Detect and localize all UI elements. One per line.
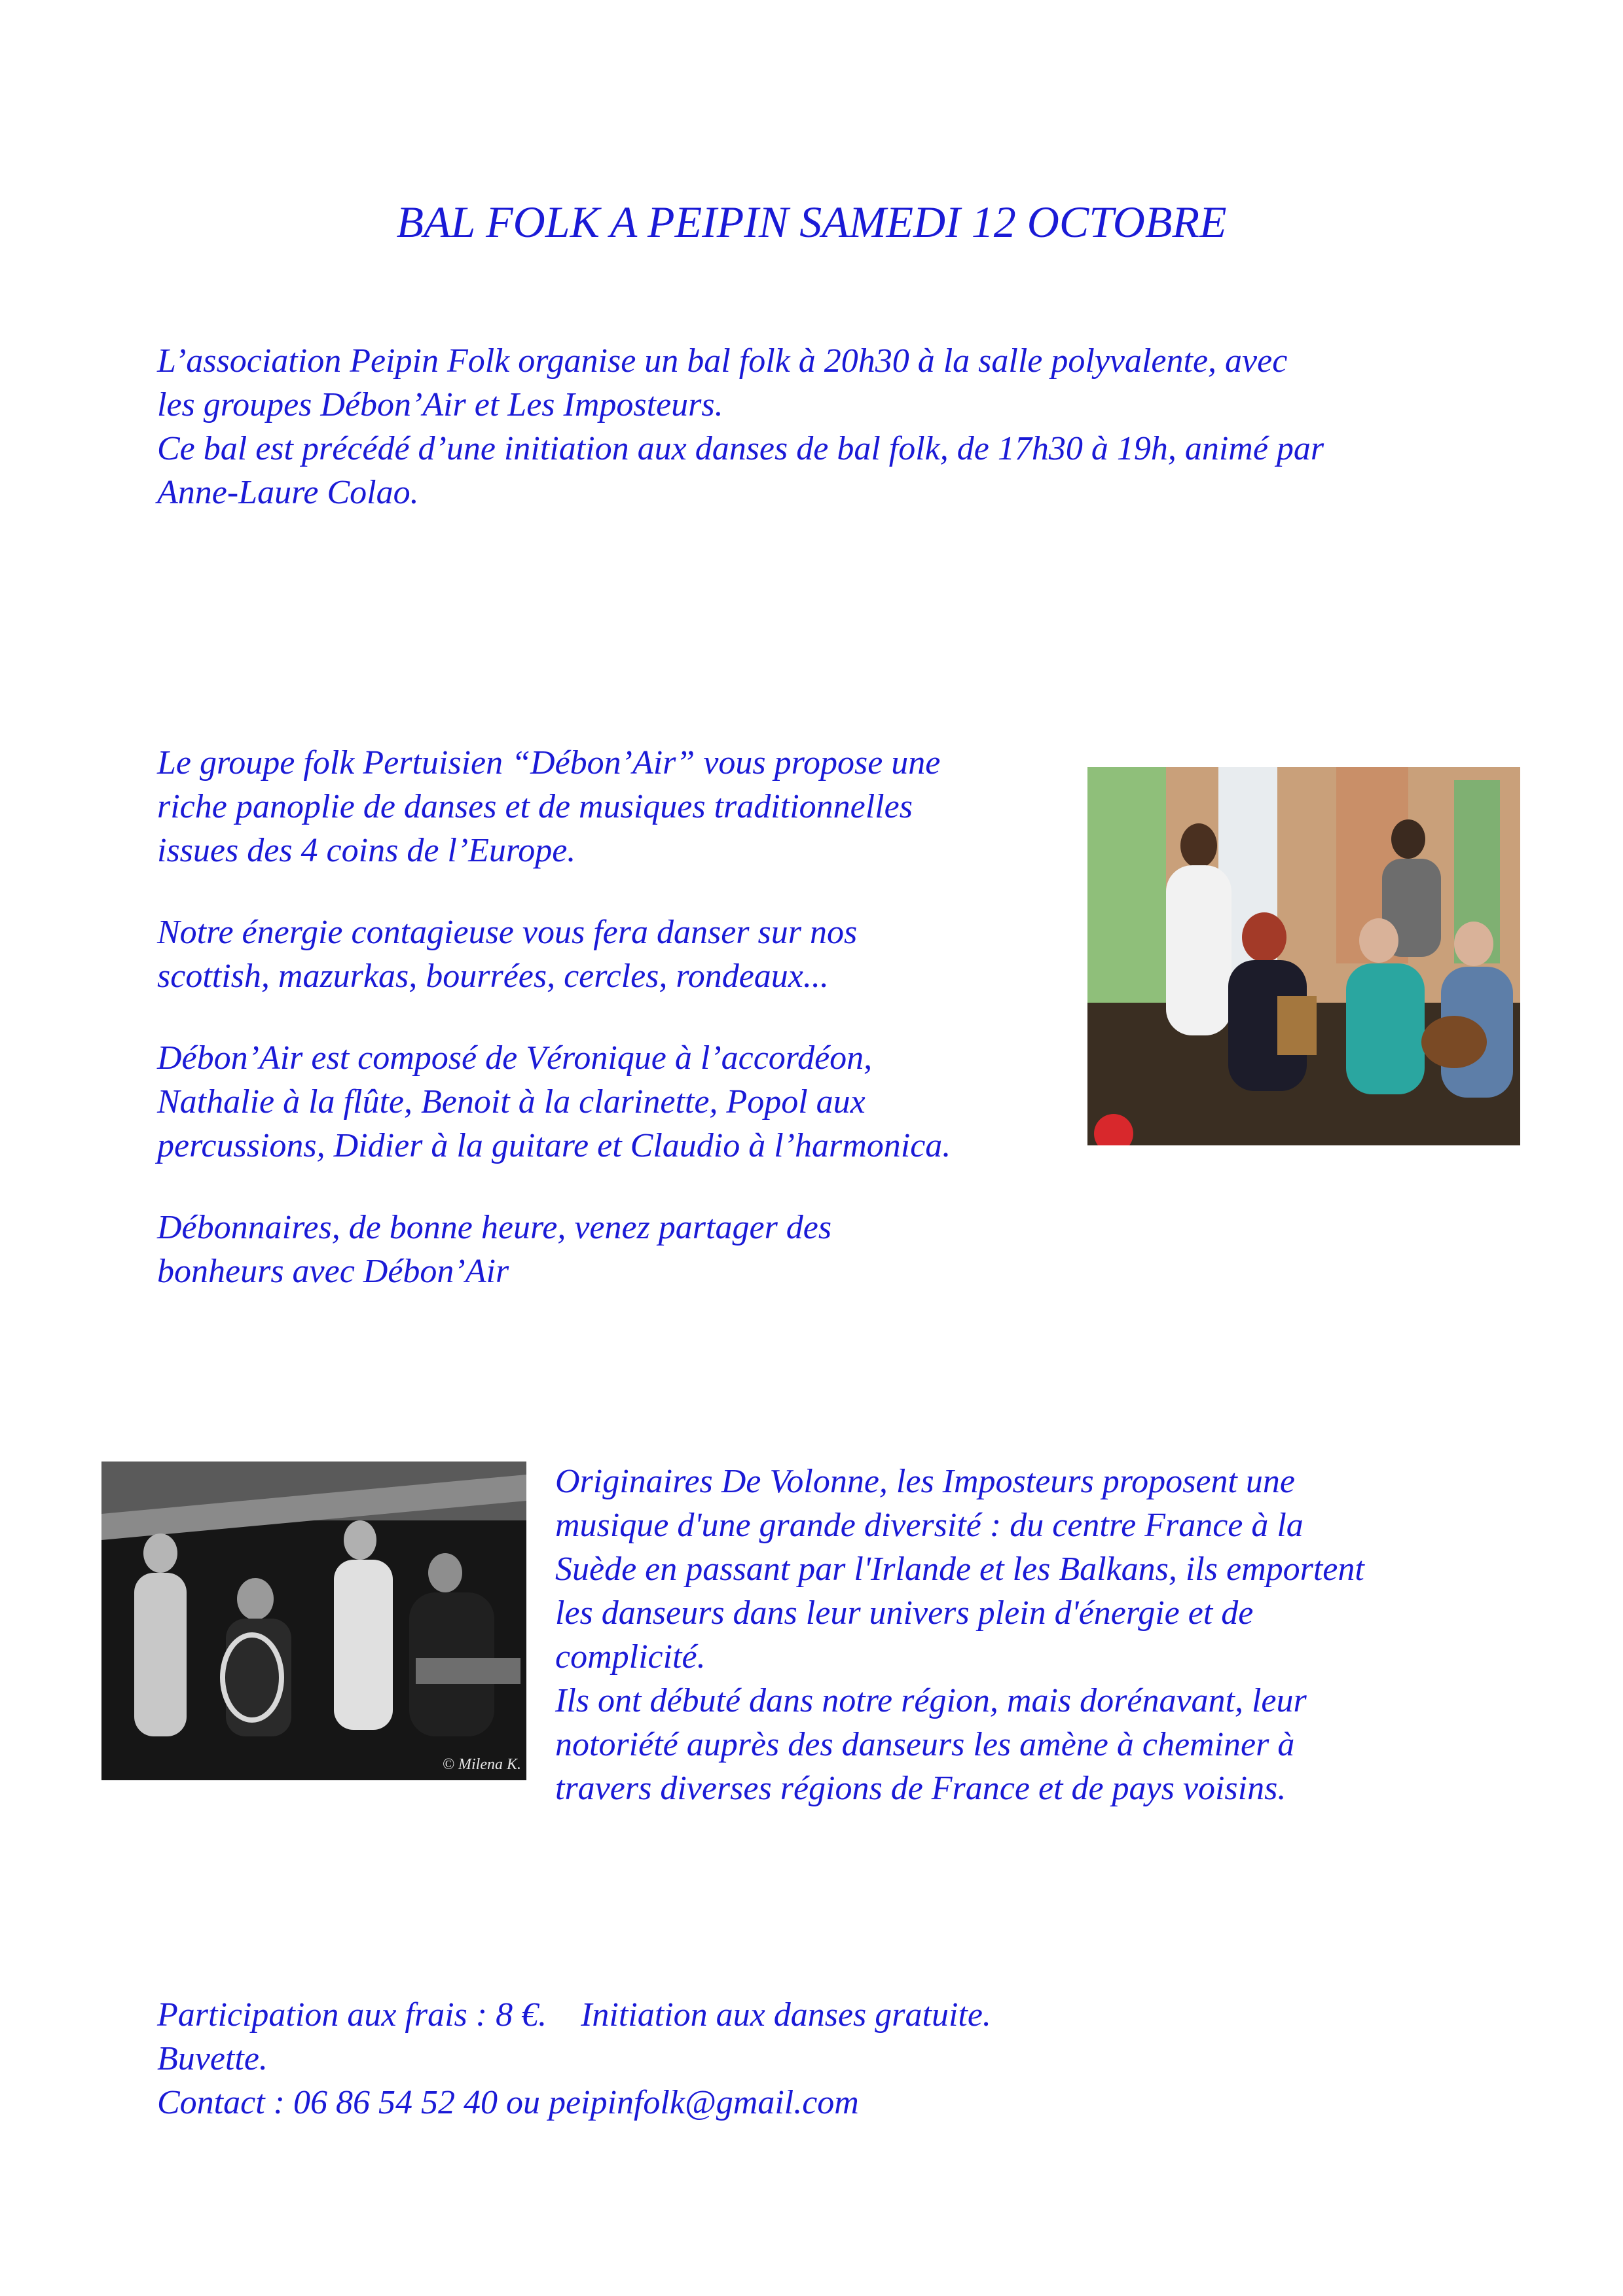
- intro-paragraph: [157, 339, 1532, 514]
- participation-line: Participation aux frais : 8 €. Initiation aux danses gratuite.: [157, 1996, 991, 2034]
- text-line: travers diverses régions de France et de pays voisins.: [555, 1770, 1286, 1807]
- text-line: Originaires De Volonne, les Imposteurs proposent une: [555, 1463, 1295, 1500]
- photo-credit: © Milena K.: [442, 1756, 521, 1773]
- intro-line: L’association Peipin Folk organise un bal folk à 20h30 à la salle polyvalente, avec: [157, 342, 1288, 380]
- text-line: percussions, Didier à la guitare et Claudio à l’harmonica.: [157, 1127, 951, 1164]
- text-line: bonheurs avec Débon’Air: [157, 1253, 509, 1290]
- imposteurs-band-photo: [101, 1462, 526, 1780]
- intro-line: les groupes Débon’Air et Les Imposteurs.: [157, 386, 723, 423]
- debonair-photo-illustration: [1087, 767, 1520, 1145]
- text-line: complicité.: [555, 1638, 706, 1676]
- imposteurs-section: [555, 1460, 1498, 1810]
- text-line: les danseurs dans leur univers plein d'énergie et de: [555, 1594, 1254, 1632]
- footer-info: [157, 1993, 1467, 2125]
- debonair-paragraph-4: [157, 1206, 1087, 1293]
- text-line: Ils ont débuté dans notre région, mais dorénavant, leur: [555, 1682, 1307, 1719]
- text-line: notoriété auprès des danseurs les amène à cheminer à: [555, 1726, 1295, 1763]
- page-title: BAL FOLK A PEIPIN SAMEDI 12 OCTOBRE: [396, 197, 1227, 247]
- debonair-band-photo: [1087, 767, 1520, 1145]
- text-line: Notre énergie contagieuse vous fera danser sur nos: [157, 914, 858, 951]
- text-line: riche panoplie de danses et de musiques traditionnelles: [157, 788, 913, 825]
- text-line: Nathalie à la flûte, Benoit à la clarinette, Popol aux: [157, 1083, 866, 1121]
- debonair-section: [157, 741, 1087, 1331]
- text-line: Débonnaires, de bonne heure, venez partager des: [157, 1209, 832, 1246]
- text-line: musique d'une grande diversité : du centre France à la: [555, 1507, 1304, 1544]
- debonair-paragraph-2: [157, 910, 1087, 998]
- intro-line: Ce bal est précédé d’une initiation aux danses de bal folk, de 17h30 à 19h, animé par: [157, 430, 1324, 467]
- text-line: Le groupe folk Pertuisien “Débon’Air” vous propose une: [157, 744, 941, 781]
- debonair-paragraph-1: [157, 741, 1087, 872]
- text-line: Débon’Air est composé de Véronique à l’accordéon,: [157, 1039, 873, 1077]
- debonair-paragraph-3: [157, 1036, 1087, 1168]
- contact-line: Contact : 06 86 54 52 40 ou peipinfolk@gmail.com: [157, 2084, 859, 2121]
- text-line: issues des 4 coins de l’Europe.: [157, 832, 576, 869]
- text-line: Suède en passant par l'Irlande et les Balkans, ils emportent: [555, 1551, 1364, 1588]
- intro-line: Anne-Laure Colao.: [157, 474, 419, 511]
- text-line: scottish, mazurkas, bourrées, cercles, rondeaux...: [157, 958, 829, 995]
- imposteurs-photo-illustration: [101, 1462, 526, 1780]
- buvette-line: Buvette.: [157, 2040, 268, 2077]
